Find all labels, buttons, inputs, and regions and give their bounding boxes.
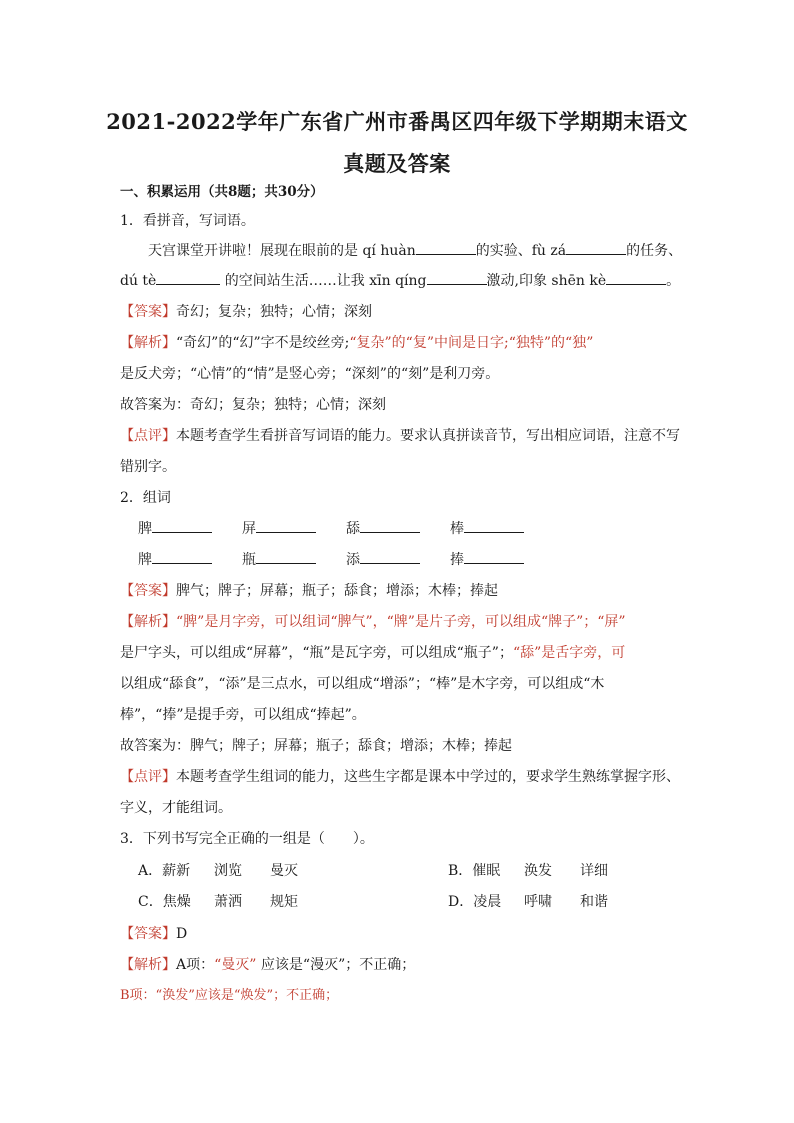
q2-row1 (138, 519, 698, 539)
answer-tag: 【答案】 (120, 583, 176, 599)
q1-text: dú tè (120, 273, 157, 289)
q2-explanation-line2 (120, 643, 680, 663)
q2-char: 瓶 (242, 552, 256, 568)
q2-char: 棒 (450, 521, 464, 537)
answer-tag: 【答案】 (120, 926, 176, 942)
q2-comment-line1 (120, 767, 680, 787)
q2-char: 牌 (138, 552, 152, 568)
q1-final-answer: 故答案为：奇幻；复杂；独特；心情；深刻 (120, 397, 386, 413)
option-c: C．焦燥 (138, 894, 191, 910)
q2-cell (138, 550, 242, 570)
q2-cell (450, 550, 554, 570)
answer-text: 奇幻；复杂；独特；心情；深刻 (176, 304, 372, 320)
answer-blank (156, 272, 220, 285)
q1-stem: 1．看拼音，写词语。 (120, 213, 255, 229)
q2-explanation-line3: 以组成“舔食”，“添”是三点水，可以组成“增添”；“棒”是木字旁，可以组成“木 (120, 676, 605, 692)
explanation-tag: 【解析】 (120, 335, 176, 351)
q1-text: 激动,印象 shēn kè (486, 273, 607, 289)
q2-cell (450, 519, 554, 539)
q2-char: 捧 (450, 552, 464, 568)
q3-explanation-a (120, 955, 680, 975)
q1-paragraph-line1 (148, 241, 683, 261)
q1-text: 的任务、 (626, 243, 683, 259)
option-d-word: 呼啸 (524, 894, 552, 910)
answer-blank (152, 520, 212, 533)
explanation-text: “复杂”的“复”中间是日字; (349, 335, 509, 351)
q3-answer (120, 924, 680, 944)
q1-text: 的空间站生活……让我 xīn qíng (220, 273, 427, 289)
q1-explanation-line1 (120, 333, 680, 353)
answer-tag: 【答案】 (120, 304, 176, 320)
q1-comment-line1 (120, 426, 680, 446)
explanation-text: 是尸字头，可以组成“屏幕”，“瓶”是瓦字旁，可以组成“瓶子”； (120, 645, 513, 661)
answer-blank (427, 272, 487, 285)
option-d: D．凌晨 (448, 894, 502, 910)
q3-options-row2 (138, 892, 678, 912)
q3-options-row1 (138, 861, 678, 881)
answer-blank (606, 272, 666, 285)
option-a-word: 曼灭 (270, 863, 298, 879)
q2-char: 脾 (138, 521, 152, 537)
answer-blank (464, 520, 524, 533)
doc-title-line2: 真题及答案 (343, 151, 451, 176)
option-b-word: 详细 (580, 863, 608, 879)
q1-comment-line2: 错别字。 (120, 459, 176, 475)
q2-cell (242, 550, 346, 570)
option-b: B．催眠 (448, 863, 501, 879)
q1-text: 的实验、fù zá (475, 243, 567, 259)
comment-text: 本题考查学生组词的能力，这些生字都是课本中学过的，要求学生熟练掌握字形、 (176, 769, 680, 785)
q2-row2 (138, 550, 698, 570)
q2-cell (346, 550, 450, 570)
q2-explanation-line4: 棒”，“捧”是提手旁，可以组成“捧起”。 (120, 707, 366, 723)
comment-tag: 【点评】 (120, 428, 176, 444)
answer-blank (416, 242, 476, 255)
q1-text: 。 (666, 273, 681, 289)
q2-stem: 2．组词 (120, 490, 171, 506)
q3-explanation-b: B项：“涣发”应该是“焕发”；不正确； (120, 988, 339, 1003)
comment-text: 本题考查学生看拼音写词语的能力。要求认真拼读音节，写出相应词语，注意不写 (176, 428, 680, 444)
q3-stem: 3．下列书写完全正确的一组是（ ）。 (120, 831, 374, 847)
q1-explanation-line2: 是反犬旁；“心情”的“情”是竖心旁；“深刻”的“刻”是利刀旁。 (120, 366, 500, 382)
section-heading: 一、积累运用（共8题；共30分） (120, 184, 324, 200)
answer-blank (566, 242, 626, 255)
explanation-text: “曼灭” (214, 957, 257, 973)
q2-explanation-line1 (120, 612, 680, 632)
answer-blank (360, 520, 420, 533)
q2-cell (242, 519, 346, 539)
option-a: A．薪新 (138, 863, 191, 879)
comment-tag: 【点评】 (120, 769, 176, 785)
q2-cell (346, 519, 450, 539)
explanation-text: “脾”是月字旁，可以组词“脾气”，“牌”是片子旁，可以组成“牌子”；“屏” (176, 614, 626, 630)
q2-answer (120, 581, 680, 601)
doc-title-line1: 2021-2022学年广东省广州市番禺区四年级下学期期末语文 (106, 109, 688, 134)
option-c-word: 规矩 (270, 894, 298, 910)
q1-paragraph-line2 (120, 271, 680, 291)
explanation-tag: 【解析】 (120, 957, 176, 973)
q2-char: 屏 (242, 521, 256, 537)
option-d-word: 和谐 (580, 894, 608, 910)
explanation-text: A项： (176, 957, 215, 973)
option-c-word: 萧洒 (214, 894, 242, 910)
answer-blank (152, 551, 212, 564)
answer-blank (256, 520, 316, 533)
answer-text: D (176, 926, 188, 942)
explanation-text: 应该是“漫灭”；不正确； (260, 957, 416, 973)
answer-blank (464, 551, 524, 564)
q1-answer (120, 302, 680, 322)
q2-cell (138, 519, 242, 539)
explanation-text: “舔”是舌字旁，可 (512, 645, 626, 661)
option-a-word: 浏览 (214, 863, 242, 879)
explanation-text: “奇幻”的“幻”字不是绞丝旁; (176, 335, 350, 351)
explanation-text: “独特”的“独” (508, 335, 594, 351)
explanation-tag: 【解析】 (120, 614, 176, 630)
q1-text: 天宫课堂开讲啦！展现在眼前的是 qí huàn (148, 243, 416, 259)
answer-blank (256, 551, 316, 564)
q2-char: 舔 (346, 521, 360, 537)
q2-comment-line2: 字义，才能组词。 (120, 800, 232, 816)
answer-text: 脾气；牌子；屏幕；瓶子；舔食；增添；木棒；捧起 (176, 583, 498, 599)
answer-blank (360, 551, 420, 564)
option-b-word: 涣发 (524, 863, 552, 879)
q2-char: 添 (346, 552, 360, 568)
q2-final-answer: 故答案为：脾气；牌子；屏幕；瓶子；舔食；增添；木棒；捧起 (120, 738, 512, 754)
